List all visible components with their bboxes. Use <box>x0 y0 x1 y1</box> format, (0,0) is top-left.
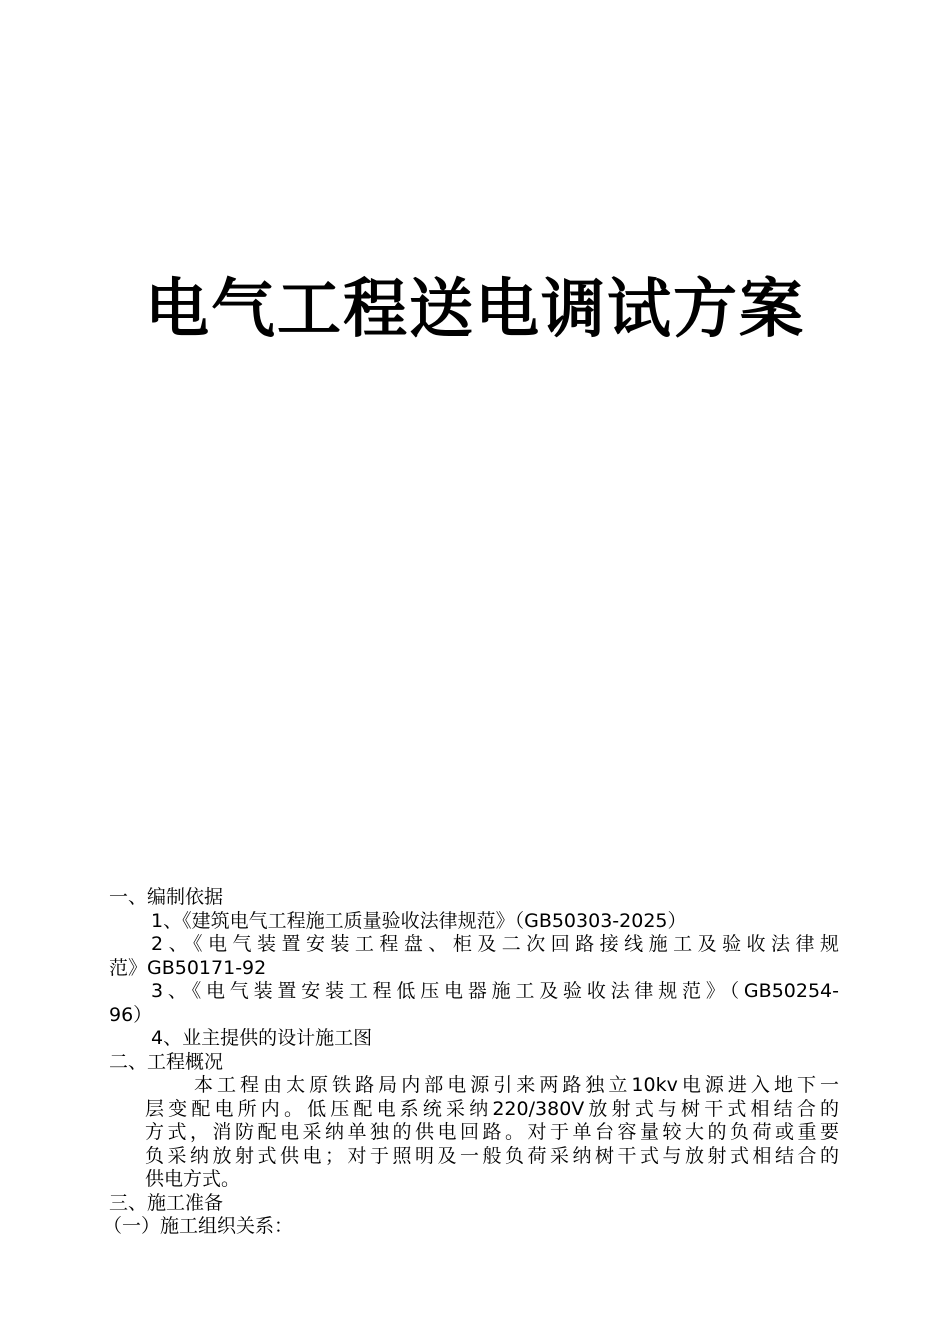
preparation-subheading: （一）施工组织关系： <box>103 1215 294 1237</box>
overview-line-2: 层变配电所内。低压配电系统采纳220/380V放射式与树干式相结合的 <box>145 1097 839 1120</box>
section-heading-preparation: 三、施工准备 <box>109 1191 224 1214</box>
section-heading-basis: 一、编制依据 <box>109 886 224 908</box>
basis-item-2-continued: 范》GB50171-92 <box>109 956 267 979</box>
basis-item-3-continued: 96） <box>109 1003 153 1026</box>
basis-item-3: 3、《电气装置安装工程低压电器施工及验收法律规范》（GB50254- <box>151 980 839 1002</box>
basis-item-2: 2、《电气装置安装工程盘、柜及二次回路接线施工及验收法律规 <box>151 933 839 955</box>
overview-line-4: 负采纳放射式供电；对于照明及一般负荷采纳树干式与放射式相结合的 <box>145 1144 839 1167</box>
basis-item-4: 4、业主提供的设计施工图 <box>151 1027 373 1049</box>
overview-line-3: 方式，消防配电采纳单独的供电回路。对于单台容量较大的负荷或重要 <box>145 1121 839 1143</box>
basis-item-1: 1、《建筑电气工程施工质量验收法律规范》（GB50303-2025） <box>151 909 687 932</box>
document-title: 电气工程送电调试方案 <box>145 272 805 347</box>
section-heading-overview: 二、工程概况 <box>109 1050 224 1073</box>
document-body <box>103 886 839 1239</box>
overview-line-1: 本工程由太原铁路局内部电源引来两路独立10kv电源进入地下一 <box>194 1074 839 1096</box>
overview-line-5: 供电方式。 <box>145 1168 241 1190</box>
